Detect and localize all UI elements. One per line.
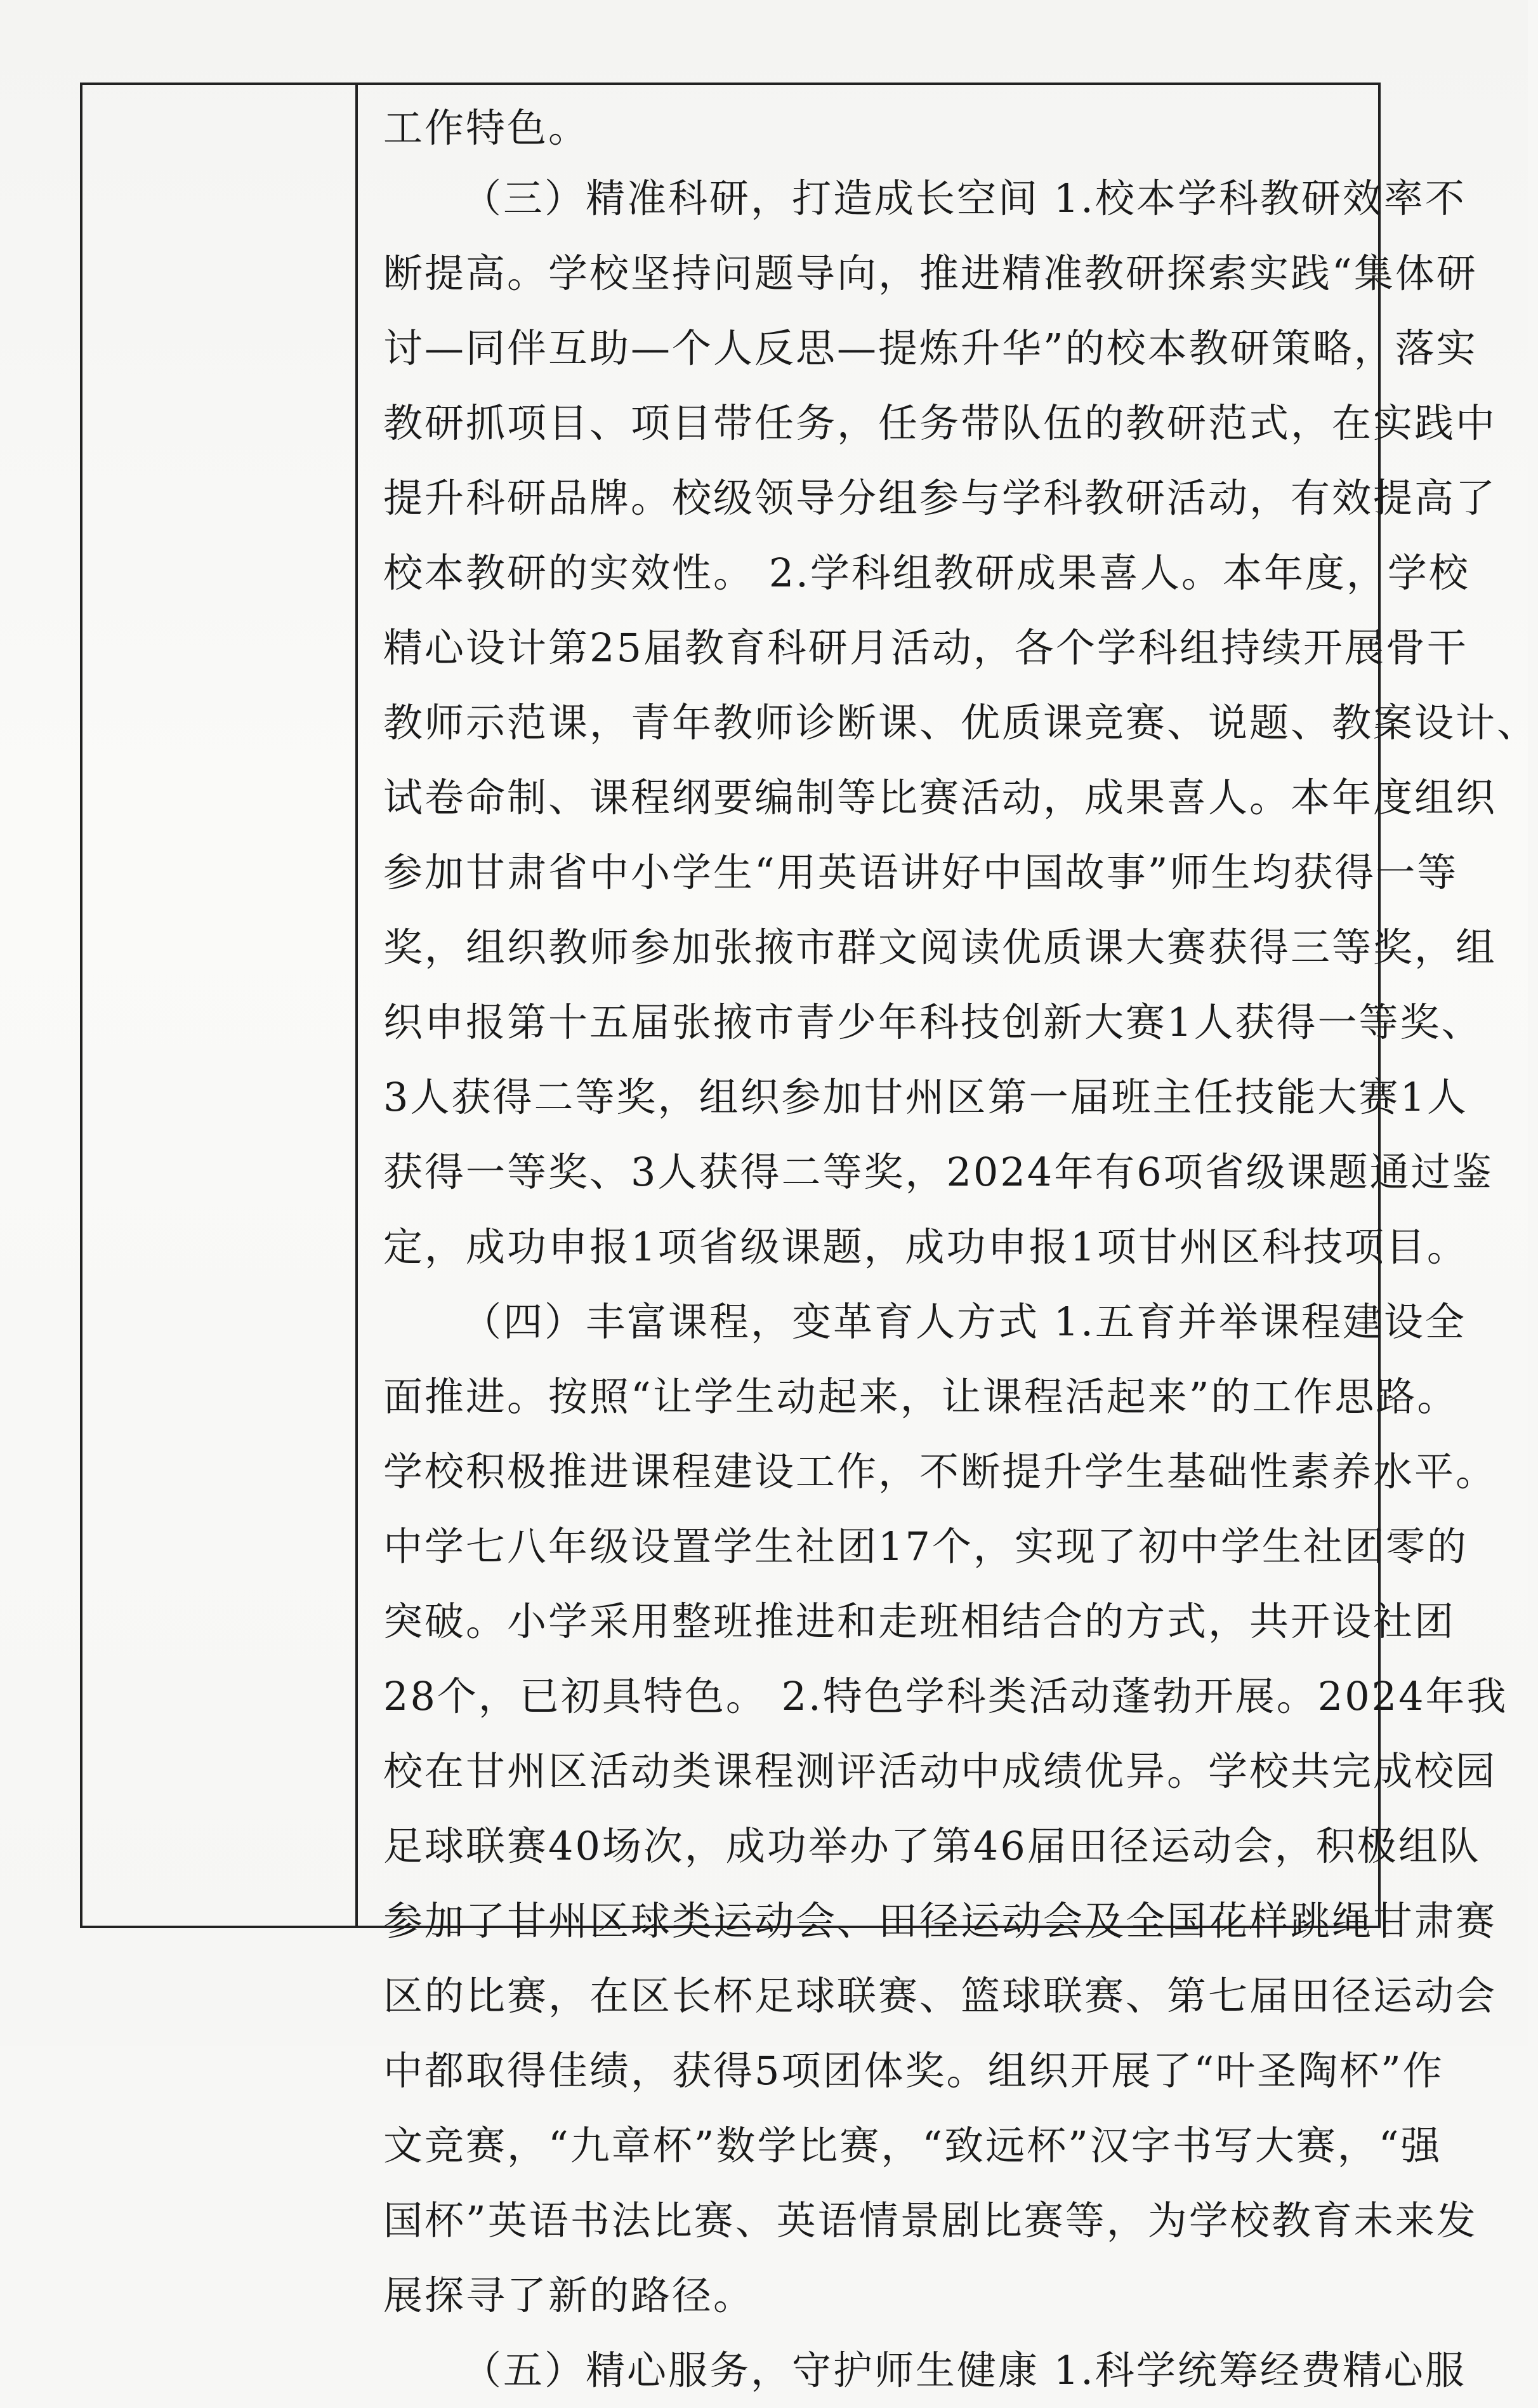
text-line: 教师示范课，青年教师诊断课、优质课竞赛、说题、教案设计、 [383, 699, 1538, 746]
text-line: 学校积极推进课程建设工作，不断提升学生基础性素养水平。 [383, 1448, 1497, 1495]
content-cell [358, 85, 1538, 2393]
text-line: 面推进。按照“让学生动起来，让课程活起来”的工作思路。 [383, 1373, 1459, 1420]
text-line: 精心设计第25届教育科研月活动，各个学科组持续开展骨干 [383, 625, 1468, 671]
text-line: 参加甘肃省中小学生“用英语讲好中国故事”师生均获得一等 [383, 849, 1459, 896]
text-line: 中都取得佳绩，获得5项团体奖。组织开展了“叶圣陶杯”作 [383, 2047, 1444, 2094]
text-line: 试卷命制、课程纲要编制等比赛活动，成果喜人。本年度组织 [383, 774, 1497, 821]
text-line: 区的比赛，在区长杯足球联赛、篮球联赛、第七届田径运动会 [383, 1973, 1497, 2019]
text-line: 校本教研的实效性。 2.学科组教研成果喜人。本年度，学校 [383, 550, 1470, 596]
text-line: 突破。小学采用整班推进和走班相结合的方式，共开设社团 [383, 1598, 1456, 1644]
section-heading-5: （五）精心服务，守护师生健康 1.科学统筹经费精心服 [462, 2347, 1466, 2393]
text-line: 3人获得二等奖，组织参加甘州区第一届班主任技能大赛1人 [383, 1074, 1468, 1120]
text-line: 工作特色。 [383, 105, 590, 151]
form-table [80, 83, 1538, 2393]
text-line: 断提高。学校坚持问题导向，推进精准教研探索实践“集体研 [383, 250, 1478, 296]
empty-label-column [82, 85, 358, 1926]
text-line: 足球联赛40场次，成功举办了第46届田径运动会，积极组队 [383, 1823, 1481, 1869]
text-line: 文竞赛，“九章杯”数学比赛，“致远杯”汉字书写大赛，“强 [383, 2122, 1442, 2169]
text-line: 中学七八年级设置学生社团17个，实现了初中学生社团零的 [383, 1523, 1468, 1570]
text-line: 参加了甘州区球类运动会、田径运动会及全国花样跳绳甘肃赛 [383, 1898, 1497, 1944]
section-heading-3: （三）精准科研，打造成长空间 1.校本学科教研效率不 [462, 175, 1466, 222]
text-line: 讨—同伴互助—个人反思—提炼升华”的校本教研策略，落实 [383, 325, 1478, 371]
text-line: 28个，已初具特色。 2.特色学科类活动蓬勃开展。2024年我 [383, 1673, 1508, 1719]
text-line: 展探寻了新的路径。 [383, 2272, 755, 2319]
section-heading-4: （四）丰富课程，变革育人方式 1.五育并举课程建设全 [462, 1299, 1466, 1345]
text-line: 国杯”英语书法比赛、英语情景剧比赛等，为学校教育未来发 [383, 2197, 1478, 2244]
text-line: 定，成功申报1项省级课题，成功申报1项甘州区科技项目。 [383, 1224, 1468, 1270]
text-line: 提升科研品牌。校级领导分组参与学科教研活动，有效提高了 [383, 475, 1497, 521]
text-line: 织申报第十五届张掖市青少年科技创新大赛1人获得一等奖、 [383, 999, 1483, 1045]
text-line: 奖，组织教师参加张掖市群文阅读优质课大赛获得三等奖，组 [383, 924, 1497, 970]
text-line: 校在甘州区活动类课程测评活动中成绩优异。学校共完成校园 [383, 1748, 1497, 1794]
text-line: 获得一等奖、3人获得二等奖，2024年有6项省级课题通过鉴 [383, 1149, 1494, 1195]
text-line: 教研抓项目、项目带任务，任务带队伍的教研范式，在实践中 [383, 400, 1497, 446]
